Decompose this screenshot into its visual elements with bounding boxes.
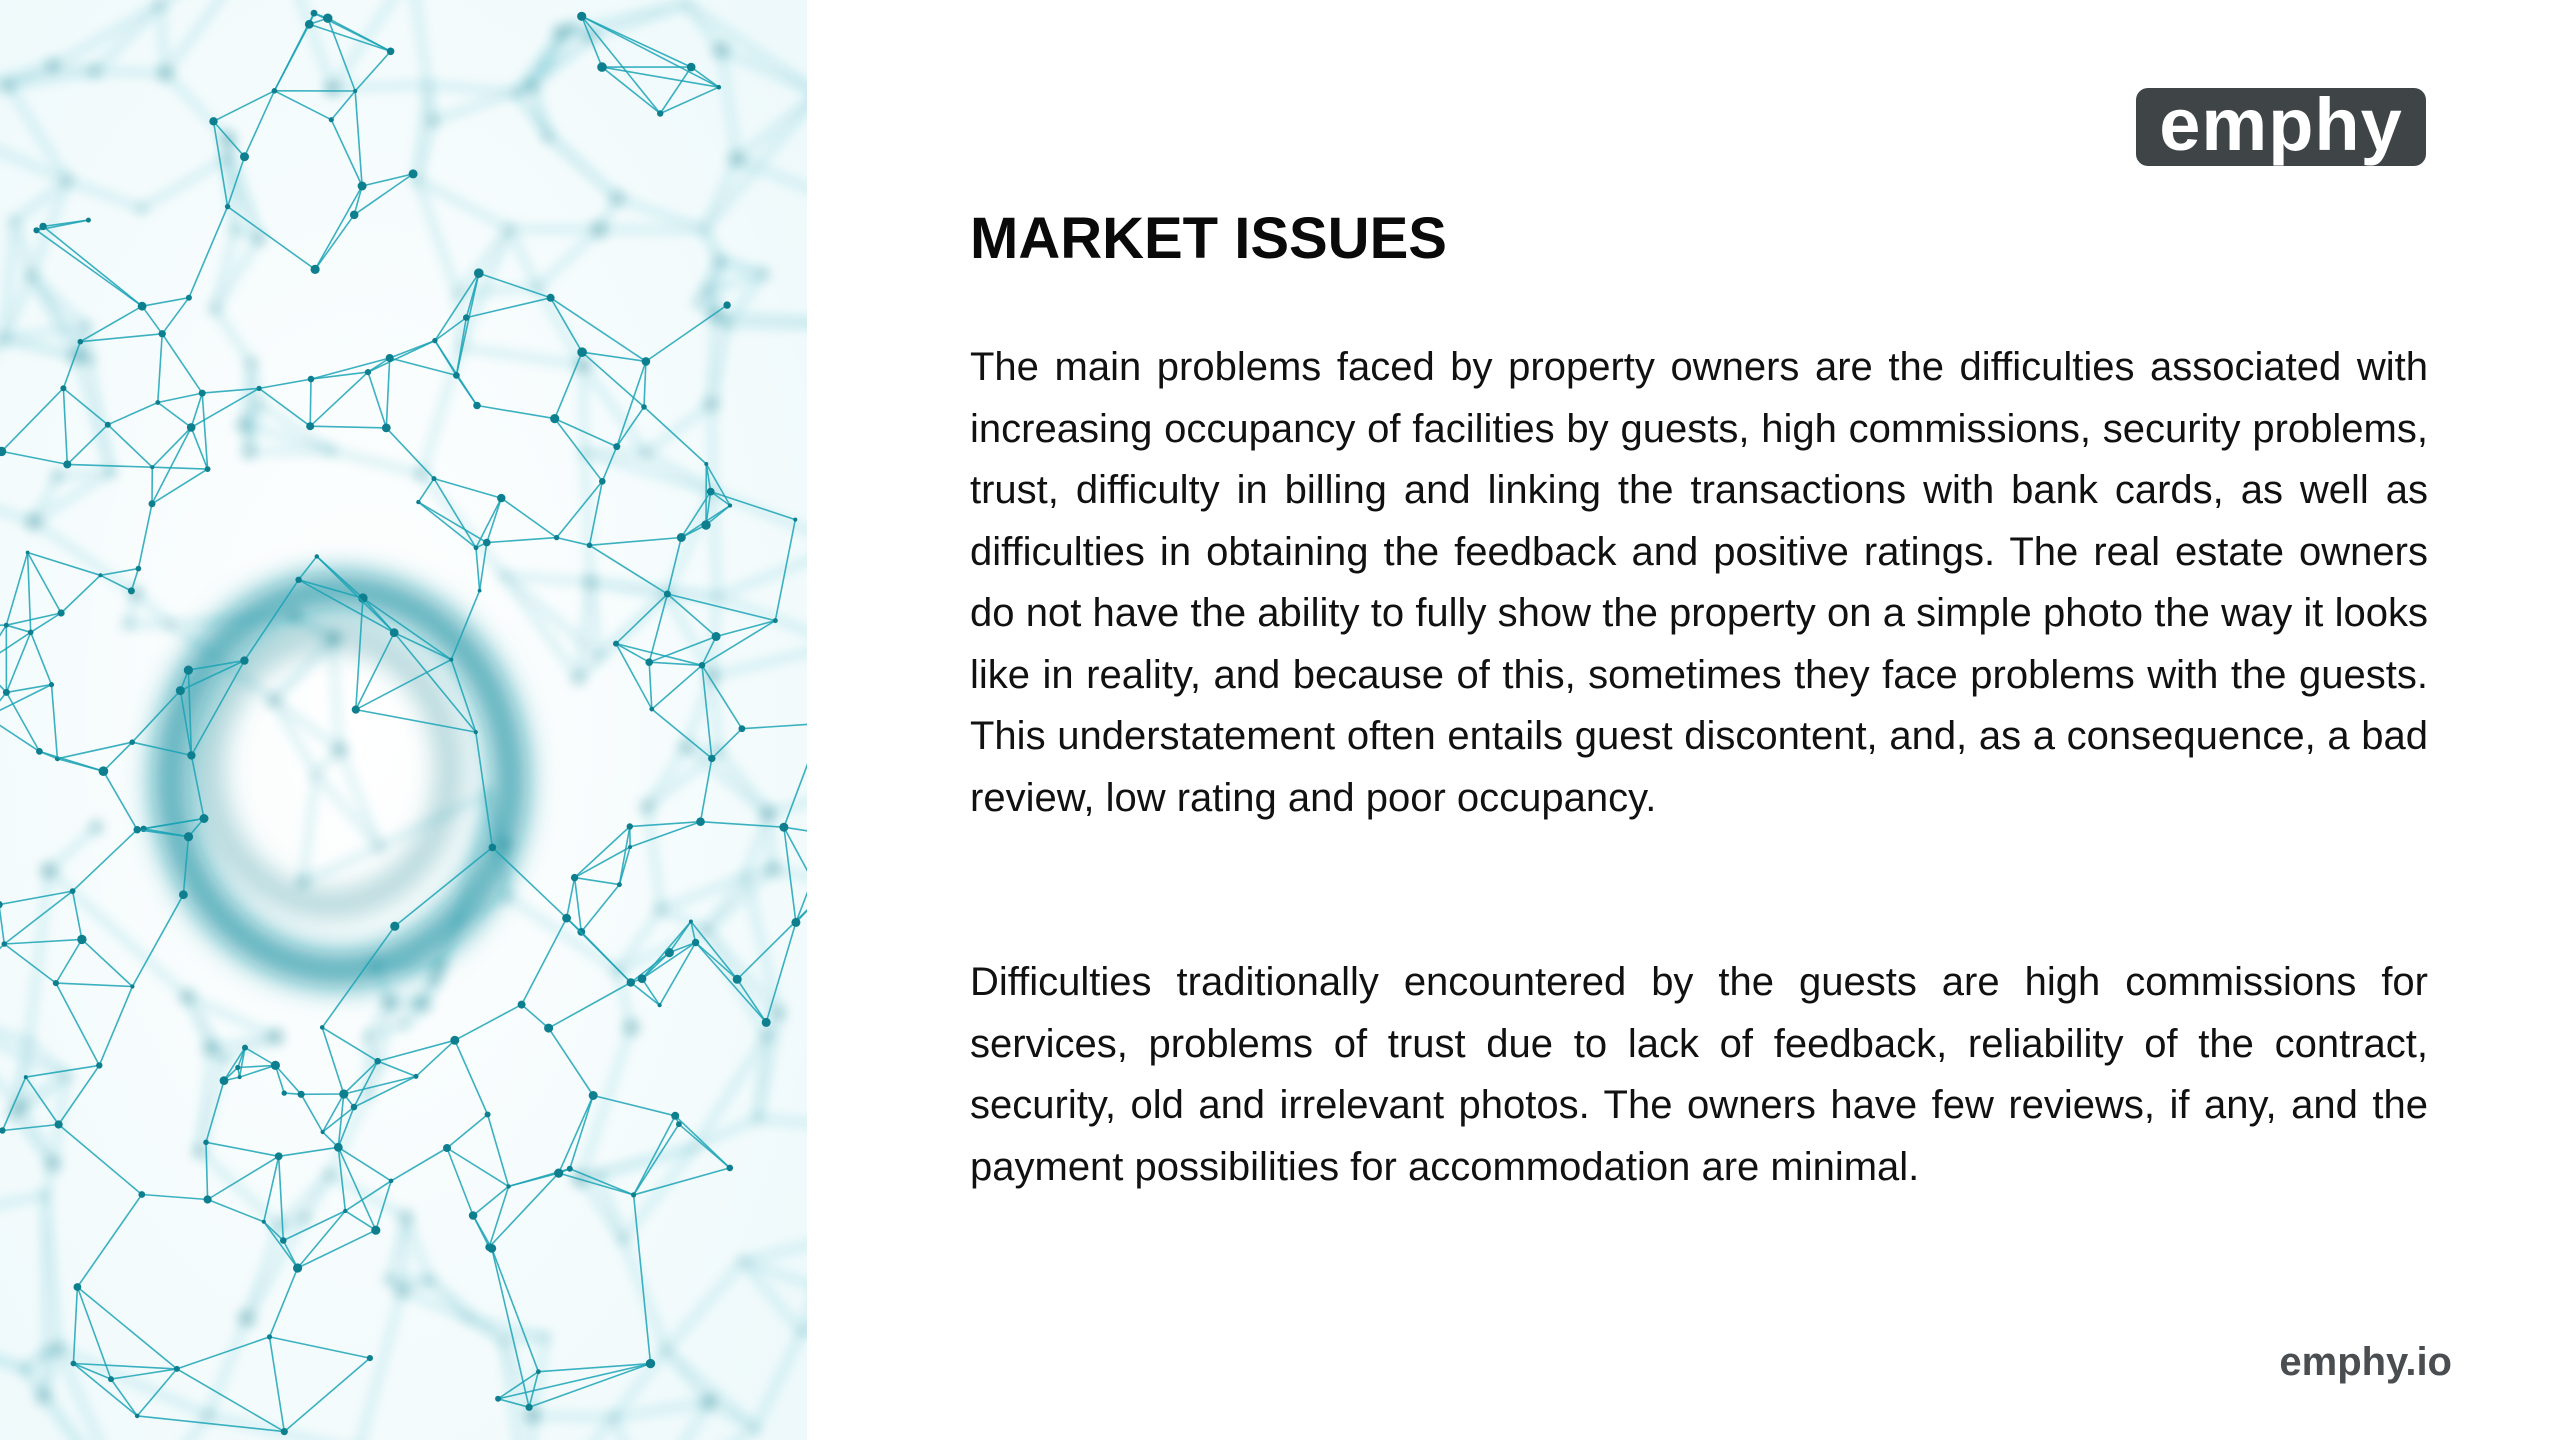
footer-site-url: emphy.io — [2279, 1340, 2452, 1384]
page-title: MARKET ISSUES — [970, 206, 1447, 271]
network-mesh-illustration — [0, 0, 807, 1440]
body-paragraph-owners: The main problems faced by property owners are the difficulties associated with increasing occupancy of facilities by guests, high commissions, security problems, trust, difficulty in billing and linking the transactions with bank cards, as well as difficulties in obtaining the feedback and positive ratings. The real estate owners do not have the ability to fully show the property on a simple photo the way it looks like in reality, and because of this, sometimes they face problems with the guests. This understatement often entails guest discontent, and, as a consequence, a bad review, low rating and poor occupancy. — [970, 345, 2428, 820]
body-paragraph-guests: Difficulties traditionally encountered by the guests are high commissions for services, problems of trust due to lack of feedback, reliability of the contract, security, old and irrelevant photos. The owners have few reviews, if any, and the payment possibilities for accommodation are minimal. — [970, 960, 2428, 1189]
emphy-logo: emphy — [2136, 88, 2426, 166]
